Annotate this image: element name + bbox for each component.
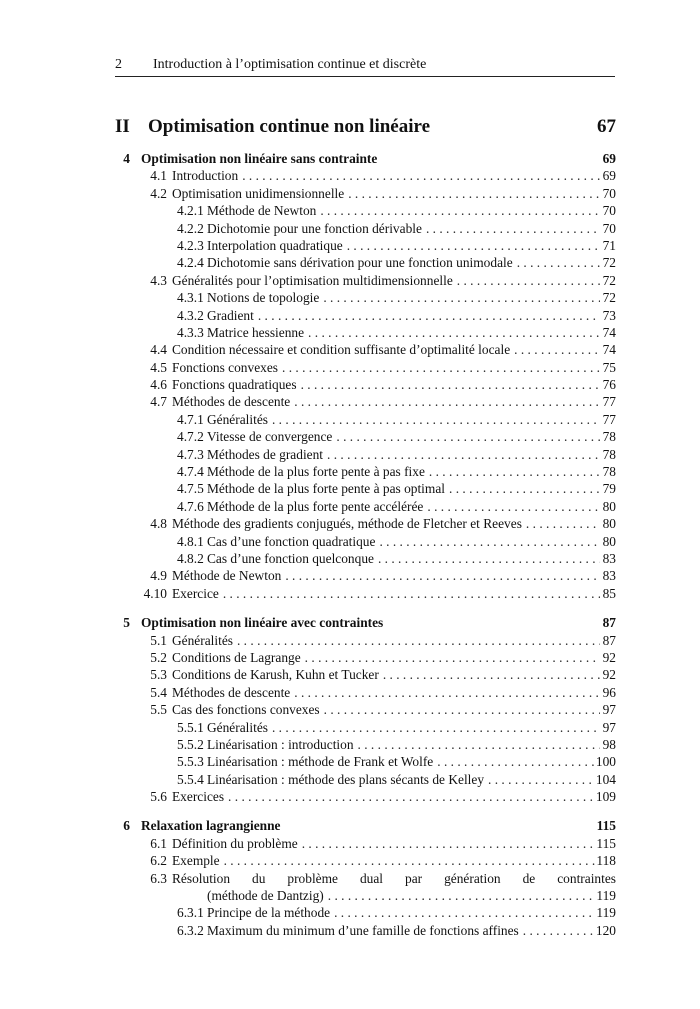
section-page: 115 <box>596 835 616 851</box>
subsection-number: 4.3.2 <box>177 307 204 323</box>
header-rule <box>115 76 615 77</box>
dot-leader <box>268 719 600 736</box>
dot-leader <box>224 788 596 805</box>
subsection-page: 77 <box>602 411 616 427</box>
section-number: 4.3 <box>150 272 167 288</box>
section-title: Fonctions quadratiques <box>172 377 297 393</box>
toc-entry-row[interactable] <box>115 666 616 683</box>
toc-entry-row[interactable] <box>115 649 616 666</box>
subsection-title: Interpolation quadratique <box>207 237 343 253</box>
subsection-title: Méthode de la plus forte pente à pas optimal <box>207 481 445 497</box>
subsection-number: 4.7.6 <box>177 498 204 514</box>
dot-leader <box>319 289 600 306</box>
section-title-line1: Résolution du problème dual par génération de contraintes <box>172 870 616 886</box>
subsection-title: Linéarisation : méthode de Frank et Wolfe <box>207 754 434 770</box>
section-number: 6.2 <box>150 853 167 869</box>
subsection-page: 83 <box>602 550 616 566</box>
section-page: 70 <box>602 185 616 201</box>
subsection-title: Cas d’une fonction quadratique <box>207 533 376 549</box>
subsection-title: Méthode de la plus forte pente accélérée <box>207 498 424 514</box>
subsection-number: 4.7.1 <box>177 411 204 427</box>
section-title: Optimisation unidimensionnelle <box>172 185 345 201</box>
toc-entry-row[interactable] <box>115 835 616 852</box>
subsection-title: Notions de topologie <box>207 290 320 306</box>
toc-entry-row[interactable] <box>115 341 616 358</box>
toc-subsection-row[interactable] <box>115 220 616 237</box>
header-running-title: Introduction à l’optimisation continue et discrète <box>153 57 427 72</box>
section-entry <box>207 411 616 428</box>
dot-leader <box>510 341 600 358</box>
toc-entry-row[interactable] <box>115 684 616 701</box>
subsection-title: Principe de la méthode <box>207 905 331 921</box>
section-number: 4.8 <box>150 516 167 532</box>
chapter-title: Optimisation non linéaire avec contraintes <box>141 615 384 631</box>
section-entry <box>172 585 616 602</box>
chapter-number: 4 <box>123 151 130 166</box>
toc-subsection-row[interactable] <box>115 719 616 736</box>
dot-leader <box>254 307 600 324</box>
subsection-page: 74 <box>602 324 616 340</box>
toc-subsection-row[interactable] <box>115 237 616 254</box>
section-number: 4.6 <box>150 377 167 393</box>
section-entry <box>172 393 616 410</box>
section-entry <box>172 272 616 289</box>
section-entry <box>207 307 616 324</box>
subsection-number: 5.5.4 <box>177 771 204 787</box>
section-page: 87 <box>602 632 616 648</box>
section-entry <box>172 376 616 393</box>
subsection-page: 78 <box>602 446 616 462</box>
section-page: 118 <box>596 853 616 869</box>
toc-subsection-row[interactable] <box>115 463 616 480</box>
toc-subsection-row[interactable] <box>115 904 616 921</box>
header-page-number: 2 <box>115 57 122 72</box>
dot-leader <box>290 393 600 410</box>
section-page: 76 <box>602 377 616 393</box>
toc-subsection-row[interactable] <box>115 202 616 219</box>
toc-entry-row[interactable] <box>115 567 616 584</box>
section-entry <box>172 788 616 805</box>
dot-leader <box>374 550 600 567</box>
dot-leader <box>238 167 600 184</box>
toc-subsection-row[interactable] <box>115 771 616 788</box>
dot-leader <box>297 376 600 393</box>
section-title: Exercice <box>172 585 219 601</box>
section-number: 4.10 <box>143 585 167 601</box>
section-entry <box>207 922 616 939</box>
section-page: 77 <box>602 394 616 410</box>
section-entry <box>172 835 616 852</box>
subsection-number: 4.8.1 <box>177 533 204 549</box>
section-page: 109 <box>595 789 616 805</box>
section-entry <box>207 446 616 463</box>
section-page: 119 <box>596 888 616 904</box>
toc-entry-row[interactable] <box>115 185 616 202</box>
subsection-number: 4.7.5 <box>177 481 204 497</box>
section-entry <box>207 736 616 753</box>
section-entry <box>207 289 616 306</box>
toc-entry-row[interactable] <box>115 272 616 289</box>
subsection-title: Méthode de Newton <box>207 203 317 219</box>
toc-subsection-row[interactable] <box>115 324 616 341</box>
section-page: 92 <box>602 649 616 665</box>
subsection-title: Gradient <box>207 307 254 323</box>
section-entry <box>207 428 616 445</box>
subsection-title: Matrice hessienne <box>207 324 305 340</box>
dot-leader <box>330 904 596 921</box>
section-number: 5.5 <box>150 702 167 718</box>
toc-entry-row[interactable] <box>115 393 616 410</box>
section-entry <box>207 498 616 515</box>
section-entry <box>172 359 616 376</box>
chapter-title: Optimisation non linéaire sans contrainte <box>141 151 378 166</box>
section-entry <box>172 167 616 184</box>
section-title: Généralités pour l’optimisation multidimensionnelle <box>172 272 453 288</box>
subsection-number: 4.2.1 <box>177 203 204 219</box>
section-title: Méthode de Newton <box>172 568 282 584</box>
subsection-title: Linéarisation : introduction <box>207 736 354 752</box>
subsection-title: Vitesse de convergence <box>207 429 333 445</box>
toc-subsection-row[interactable] <box>115 753 616 770</box>
chapter-entry <box>141 614 616 631</box>
dot-leader <box>320 701 600 718</box>
section-entry <box>207 753 616 770</box>
dot-leader <box>445 480 600 497</box>
section-page: 69 <box>602 168 616 184</box>
dot-leader <box>304 324 600 341</box>
subsection-page: 78 <box>602 464 616 480</box>
dot-leader <box>281 567 600 584</box>
section-entry <box>207 324 616 341</box>
dot-leader <box>298 835 597 852</box>
toc-subsection-row[interactable] <box>115 736 616 753</box>
dot-leader <box>513 254 600 271</box>
subsection-title: Dichotomie sans dérivation pour une fonction unimodale <box>207 255 513 271</box>
section-page: 83 <box>602 568 616 584</box>
section-title: Exercices <box>172 789 225 805</box>
toc-entry-row[interactable] <box>115 167 616 184</box>
section-number: 4.4 <box>150 342 167 358</box>
section-number: 6.3 <box>150 870 167 886</box>
section-number: 5.4 <box>150 684 167 700</box>
toc-subsection-row[interactable] <box>115 289 616 306</box>
subsection-page: 104 <box>595 771 616 787</box>
subsection-page: 80 <box>602 498 616 514</box>
section-entry <box>172 341 616 358</box>
dot-leader <box>522 515 600 532</box>
section-entry <box>172 649 616 666</box>
section-entry <box>207 887 616 904</box>
toc-entry-row[interactable] <box>115 701 616 718</box>
subsection-page: 79 <box>602 481 616 497</box>
section-title: Exemple <box>172 853 220 869</box>
dot-leader <box>268 411 600 428</box>
toc-entry-row[interactable] <box>115 585 616 602</box>
section-entry <box>207 237 616 254</box>
section-title: Définition du problème <box>172 835 298 851</box>
section-number: 4.2 <box>150 185 167 201</box>
subsection-title: Généralités <box>207 719 268 735</box>
toc-entry-row[interactable] <box>115 359 616 376</box>
dot-leader <box>453 272 600 289</box>
dot-leader <box>316 202 600 219</box>
section-number: 4.5 <box>150 359 167 375</box>
dot-leader <box>219 585 600 602</box>
toc-subsection-row[interactable] <box>115 307 616 324</box>
dot-leader <box>344 185 600 202</box>
toc-chapter-row[interactable] <box>115 614 616 631</box>
subsection-page: 72 <box>602 255 616 271</box>
toc-entry-row[interactable] <box>115 788 616 805</box>
subsection-page: 78 <box>602 429 616 445</box>
section-entry <box>207 771 616 788</box>
subsection-page: 97 <box>602 719 616 735</box>
section-entry <box>172 185 616 202</box>
dot-leader <box>233 632 600 649</box>
dot-leader <box>324 887 597 904</box>
subsection-page: 119 <box>596 905 616 921</box>
part-heading <box>115 116 616 140</box>
subsection-number: 6.3.1 <box>177 905 204 921</box>
dot-leader <box>375 533 600 550</box>
chapter-entry <box>141 150 616 167</box>
part-page: 67 <box>597 116 616 137</box>
subsection-page: 80 <box>602 533 616 549</box>
chapter-page: 69 <box>602 151 616 166</box>
subsection-number: 6.3.2 <box>177 922 204 938</box>
subsection-page: 98 <box>602 736 616 752</box>
section-number: 5.3 <box>150 667 167 683</box>
section-title: Cas des fonctions convexes <box>172 702 320 718</box>
toc-subsection-row[interactable] <box>115 498 616 515</box>
subsection-title: Généralités <box>207 411 268 427</box>
subsection-page: 72 <box>602 290 616 306</box>
subsection-number: 4.8.2 <box>177 550 204 566</box>
section-entry <box>207 904 616 921</box>
section-entry <box>172 701 616 718</box>
dot-leader <box>423 498 600 515</box>
chapter-page: 115 <box>596 818 616 834</box>
subsection-number: 5.5.2 <box>177 736 204 752</box>
section-number: 4.1 <box>150 168 167 184</box>
subsection-title: Cas d’une fonction quelconque <box>207 550 374 566</box>
toc-subsection-row[interactable] <box>115 411 616 428</box>
toc-entry-row[interactable] <box>115 852 616 869</box>
subsection-number: 4.3.1 <box>177 290 204 306</box>
section-entry <box>207 550 616 567</box>
section-page: 74 <box>602 342 616 358</box>
dot-leader <box>301 649 600 666</box>
section-page: 80 <box>602 516 616 532</box>
section-entry <box>207 254 616 271</box>
dot-leader <box>220 852 597 869</box>
section-page: 96 <box>602 684 616 700</box>
section-title: Généralités <box>172 632 233 648</box>
subsection-page: 73 <box>602 307 616 323</box>
dot-leader <box>332 428 600 445</box>
section-number: 5.1 <box>150 632 167 648</box>
section-page: 97 <box>602 702 616 718</box>
subsection-page: 71 <box>602 237 616 253</box>
toc-chapter-row[interactable] <box>115 150 616 167</box>
toc-entry-row[interactable] <box>115 515 616 532</box>
toc-subsection-row[interactable] <box>115 550 616 567</box>
chapter-entry <box>141 817 616 834</box>
part-number: II <box>115 116 130 137</box>
dot-leader <box>484 771 596 788</box>
section-title: Méthode des gradients conjugués, méthode de Fletcher et Reeves <box>172 516 522 532</box>
dot-leader <box>519 922 596 939</box>
subsection-page: 100 <box>595 754 616 770</box>
section-title: Méthodes de descente <box>172 684 291 700</box>
dot-leader <box>278 359 600 376</box>
section-number: 4.7 <box>150 394 167 410</box>
subsection-number: 4.7.3 <box>177 446 204 462</box>
section-title: Introduction <box>172 168 239 184</box>
chapter-page: 87 <box>602 615 616 631</box>
section-entry <box>172 666 616 683</box>
chapter-number: 5 <box>123 615 130 631</box>
subsection-title: Linéarisation : méthode des plans sécants de Kelley <box>207 771 485 787</box>
dot-leader <box>422 220 600 237</box>
toc-entry-row[interactable] <box>115 870 616 887</box>
section-entry <box>172 515 616 532</box>
toc-entry-row[interactable] <box>115 632 616 649</box>
subsection-number: 5.5.3 <box>177 754 204 770</box>
section-title: Conditions de Lagrange <box>172 649 301 665</box>
toc-entry-row-continued[interactable] <box>115 887 616 904</box>
toc-subsection-row[interactable] <box>115 480 616 497</box>
section-entry <box>207 719 616 736</box>
running-header <box>115 57 615 77</box>
section-page: 85 <box>602 585 616 601</box>
section-entry <box>172 684 616 701</box>
section-number: 6.1 <box>150 835 167 851</box>
toc-subsection-row[interactable] <box>115 446 616 463</box>
section-title: Méthodes de descente <box>172 394 291 410</box>
chapter-number: 6 <box>123 818 130 834</box>
toc-subsection-row[interactable] <box>115 922 616 939</box>
section-number: 5.6 <box>150 789 167 805</box>
subsection-page: 120 <box>595 922 616 938</box>
section-entry <box>172 870 616 887</box>
subsection-number: 4.3.3 <box>177 324 204 340</box>
section-page: 72 <box>602 272 616 288</box>
dot-leader <box>379 666 600 683</box>
section-entry <box>172 567 616 584</box>
section-entry <box>207 480 616 497</box>
section-page: 75 <box>602 359 616 375</box>
section-entry <box>172 632 616 649</box>
subsection-title: Méthodes de gradient <box>207 446 324 462</box>
subsection-number: 5.5.1 <box>177 719 204 735</box>
subsection-title: Méthode de la plus forte pente à pas fixe <box>207 464 425 480</box>
subsection-title: Maximum du minimum d’une famille de fonctions affines <box>207 922 519 938</box>
dot-leader <box>425 463 600 480</box>
section-entry <box>207 533 616 550</box>
toc-subsection-row[interactable] <box>115 428 616 445</box>
section-title: (méthode de Dantzig) <box>207 888 324 904</box>
section-title: Fonctions convexes <box>172 359 278 375</box>
dot-leader <box>433 753 596 770</box>
subsection-number: 4.7.4 <box>177 464 204 480</box>
toc-subsection-row[interactable] <box>115 254 616 271</box>
section-entry <box>172 852 616 869</box>
section-number: 5.2 <box>150 649 167 665</box>
subsection-page: 70 <box>602 220 616 236</box>
dot-leader <box>343 237 600 254</box>
dot-leader <box>323 446 600 463</box>
toc-entry-row[interactable] <box>115 376 616 393</box>
dot-leader <box>354 736 600 753</box>
table-of-contents <box>115 146 616 939</box>
section-title: Conditions de Karush, Kuhn et Tucker <box>172 667 379 683</box>
subsection-page: 70 <box>602 203 616 219</box>
subsection-number: 4.7.2 <box>177 429 204 445</box>
chapter-title: Relaxation lagrangienne <box>141 818 281 834</box>
toc-subsection-row[interactable] <box>115 533 616 550</box>
dot-leader <box>290 684 600 701</box>
toc-chapter-row[interactable] <box>115 817 616 834</box>
subsection-number: 4.2.4 <box>177 255 204 271</box>
subsection-number: 4.2.2 <box>177 220 204 236</box>
subsection-title: Dichotomie pour une fonction dérivable <box>207 220 422 236</box>
section-title: Condition nécessaire et condition suffisante d’optimalité locale <box>172 342 511 358</box>
part-title: Optimisation continue non linéaire <box>148 116 431 137</box>
section-entry <box>207 220 616 237</box>
section-entry <box>207 202 616 219</box>
subsection-number: 4.2.3 <box>177 237 204 253</box>
section-number: 4.9 <box>150 568 167 584</box>
section-page: 92 <box>602 667 616 683</box>
section-entry <box>207 463 616 480</box>
